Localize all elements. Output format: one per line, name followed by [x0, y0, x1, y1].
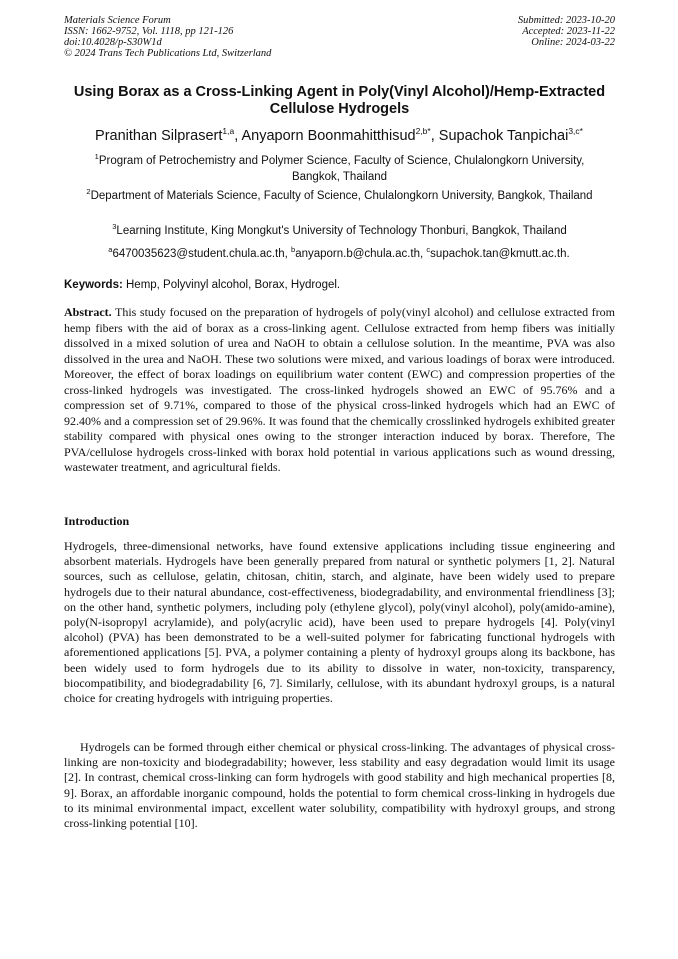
email-address[interactable]: anyaporn.b@chula.ac.th,: [295, 247, 427, 260]
email-mark: c: [426, 245, 431, 254]
keywords-label: Keywords:: [64, 279, 123, 291]
doi: doi:10.4028/p-S30W1d: [64, 37, 162, 48]
affiliation-text: Program of Petrochemistry and Polymer Science, Faculty of Science, Chulalongkorn University, Bangkok, Thailand: [98, 154, 585, 183]
abstract-label: Abstract.: [64, 305, 112, 319]
affiliation-mark: 1: [94, 152, 99, 161]
introduction-paragraph-1: Hydrogels, three-dimensional networks, have found extensive applications including tissue engineering and absorbent materials. Hydrogels have been generally prepared from natural or synthetic polymers [1, 2]. Natural sources, such as cellulose, gelatin, chitosan, chitin, starch, and alginate, have been widely used to prepare hydrogels due to their natural abundance, cost-effectiveness, biodegradability, and environmental friendliness [3]; on the other hand, synthetic polymers, including poly (ethylene glycol), poly(vinyl alcohol), poly(amido-amine), poly(N-isopropyl acrylamide), and poly(acrylic acid), have been used to prepare hydrogels [4]. Poly(vinyl alcohol) (PVA) has been demonstrated to be a well-suited polymer for fabricating functional hydrogels with aforementioned applications [5]. PVA, a polymer containing a plenty of hydroxyl groups along its backbone, has been widely used to form hydrogels due to its ability to dissolve in water, non-toxicity, transparency, biocompatibility, and biodegradability [6, 7]. Similarly, cellulose, with its abundant hydroxyl groups, is a natural choice for creating hydrogels with intriguing properties.: [64, 539, 615, 706]
affiliation-text: Department of Materials Science, Faculty of Science, Chulalongkorn University, Bangkok, Thailand: [90, 189, 593, 202]
affiliation-mark: 2: [86, 187, 91, 196]
submitted-date: Submitted: 2023-10-20: [517, 15, 615, 26]
affiliation-1: [70, 149, 609, 185]
author-affiliation-mark: 1,a: [222, 126, 235, 136]
accepted-date: Accepted: 2023-11-22: [522, 26, 615, 37]
email-address[interactable]: supachok.tan@kmutt.ac.th.: [430, 247, 570, 260]
paper-title: Using Borax as a Cross-Linking Agent in Poly(Vinyl Alcohol)/Hemp-Extracted Cellulose Hydrogels: [73, 84, 606, 117]
online-date: Online: 2024-03-22: [531, 37, 615, 48]
journal-info: [64, 15, 271, 59]
email-list: [40, 242, 638, 262]
affiliation-2: [70, 184, 609, 204]
issn-volume-pages: ISSN: 1662-9752, Vol. 1118, pp 121-126: [64, 26, 234, 37]
introduction-paragraph-2: Hydrogels can be formed through either chemical or physical cross-linking. The advantages of physical cross-linking are non-toxicity and biodegradability; however, less stability and easy degradation would limit its usage [2]. In contrast, chemical cross-linking can form hydrogels with good stability and high mechanical properties [8, 9]. Borax, an affordable inorganic compound, holds the potential to form chemical cross-linking in hydrogels due to its minimal environmental impact, excellent water solubility, compatibility with hydroxyl groups, and strong cross-linking potential [10].: [64, 740, 615, 831]
affiliation-text: Learning Institute, King Mongkut's University of Technology Thonburi, Bangkok, Thailand: [116, 224, 567, 237]
author-name: Anyaporn Boonmahitthisud: [241, 127, 416, 144]
author-name: Pranithan Silprasert: [95, 127, 223, 144]
author-separator: ,: [234, 127, 242, 144]
email-mark: b: [291, 245, 296, 254]
copyright: © 2024 Trans Tech Publications Ltd, Switzerland: [64, 48, 272, 59]
author-list: [40, 122, 638, 145]
affiliation-mark: 3: [112, 222, 117, 231]
author-affiliation-mark: 3,c*: [568, 126, 583, 136]
abstract: [64, 305, 615, 476]
abstract-text: This study focused on the preparation of hydrogels of poly(vinyl alcohol) and cellulose extracted from hemp fibers with the aid of borax as a cross-linking agent. Cellulose extracted from hemp fibers was initially dissolved in a mixed solution of urea and NaOH to obtain a cellulose solution. In the meantime, PVA was also dissolved in the urea and NaOH. These two solutions were mixed, and various loadings of borax were introduced. Moreover, the effect of borax loadings on equilibrium water content (EWC) and compression properties of the cross-linked hydrogels was investigated. The cross-linked hydrogels showed an EWC of 95.76% and a compression set of 9.71%, compared to those of the physical cross-linked hydrogels which had an EWC of 92.40% and a compression set of 29.96%. It was found that the chemically crosslinked hydrogels exhibited greater stability compared with physical ones owing to the stronger interaction induced by borax. Therefore, The PVA/cellulose hydrogels cross-linked with borax hold potential in various applications such as wound dressing, wastewater treatment, and agricultural fields.: [64, 305, 615, 474]
keywords: [64, 278, 615, 292]
publication-dates: [518, 15, 615, 48]
introduction-heading: Introduction: [64, 514, 130, 528]
author-affiliation-mark: 2,b*: [415, 126, 431, 136]
keywords-text: Hemp, Polyvinyl alcohol, Borax, Hydrogel.: [122, 279, 341, 291]
author-separator: ,: [430, 127, 439, 144]
email-address[interactable]: 6470035623@student.chula.ac.th,: [112, 247, 292, 260]
email-mark: a: [108, 245, 113, 254]
affiliation-3: [70, 219, 609, 239]
journal-name: Materials Science Forum: [64, 15, 171, 26]
author-name: Supachok Tanpichai: [438, 127, 569, 144]
